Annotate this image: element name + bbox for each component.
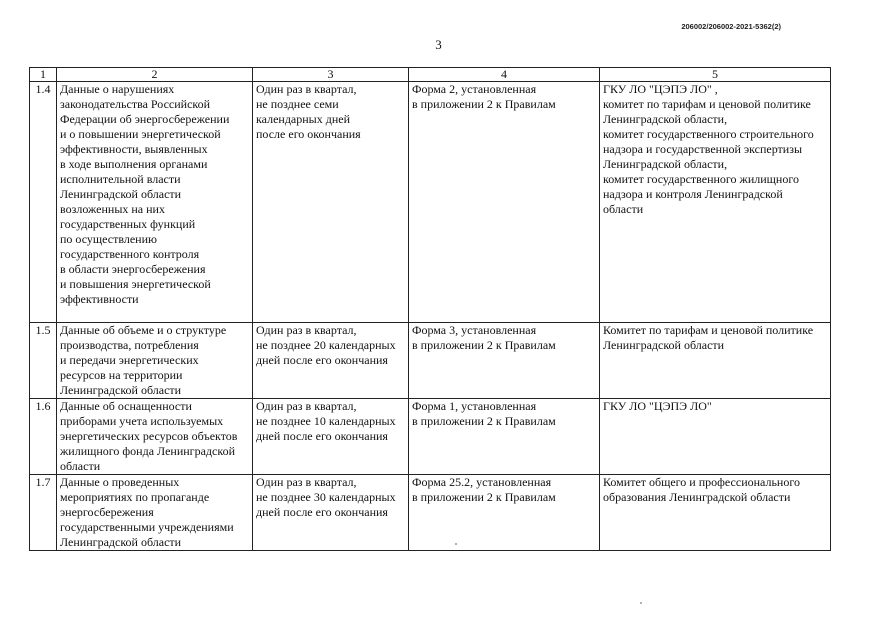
reporting-table xyxy=(29,67,831,551)
document-registration-number: 206002/206002-2021-5362(2) xyxy=(681,22,781,31)
form-cell: Форма 1, установленная в приложении 2 к Правилам xyxy=(409,399,600,475)
form-cell: Форма 3, установленная в приложении 2 к Правилам xyxy=(409,323,600,399)
responsible-organization-cell: ГКУ ЛО "ЦЭПЭ ЛО" xyxy=(600,399,831,475)
scan-speck xyxy=(640,602,642,604)
responsible-organization-cell: ГКУ ЛО "ЦЭПЭ ЛО" , комитет по тарифам и ценовой политике Ленинградской области, комитет государственного строительного надзора и государственной экспертизы Ленинградской области, комитет государственного жилищного надзора и контроля Ленинградской области xyxy=(600,82,831,323)
responsible-organization-cell: Комитет по тарифам и ценовой политике Ленинградской области xyxy=(600,323,831,399)
table-row xyxy=(30,475,831,551)
period-cell: Один раз в квартал, не позднее семи календарных дней после его окончания xyxy=(253,82,409,323)
data-description-cell: Данные о нарушениях законодательства Российской Федерации об энергосбережении и о повышении энергетической эффективности, выявленных в ходе выполнения органами исполнительной власти Ленинградской области возложенных на них государственных функций по осуществлению государственного контроля в области энергосбережения и повышения энергетической эффективности xyxy=(57,82,253,323)
page-number: 3 xyxy=(435,37,442,52)
data-description-cell: Данные об объеме и о структуре производства, потребления и передачи энергетических ресурсов на территории Ленинградской области xyxy=(57,323,253,399)
table-row xyxy=(30,323,831,399)
column-header-4: 4 xyxy=(409,68,600,82)
responsible-organization-cell: Комитет общего и профессионального образования Ленинградской области xyxy=(600,475,831,551)
form-cell: Форма 25.2, установленная в приложении 2 к Правилам xyxy=(409,475,600,551)
data-description-cell: Данные о проведенных мероприятиях по пропаганде энергосбережения государственными учреждениями Ленинградской области xyxy=(57,475,253,551)
table-header-row xyxy=(30,68,831,82)
column-header-2: 2 xyxy=(57,68,253,82)
data-description-cell: Данные об оснащенности приборами учета используемых энергетических ресурсов объектов жилищного фонда Ленинградской области xyxy=(57,399,253,475)
row-number: 1.7 xyxy=(30,475,57,551)
column-header-1: 1 xyxy=(30,68,57,82)
form-cell: Форма 2, установленная в приложении 2 к Правилам xyxy=(409,82,600,323)
scan-speck xyxy=(455,543,457,545)
column-header-3: 3 xyxy=(253,68,409,82)
table-row xyxy=(30,82,831,323)
column-header-5: 5 xyxy=(600,68,831,82)
row-number: 1.4 xyxy=(30,82,57,323)
period-cell: Один раз в квартал, не позднее 10 календарных дней после его окончания xyxy=(253,399,409,475)
row-number: 1.6 xyxy=(30,399,57,475)
period-cell: Один раз в квартал, не позднее 30 календарных дней после его окончания xyxy=(253,475,409,551)
row-number: 1.5 xyxy=(30,323,57,399)
period-cell: Один раз в квартал, не позднее 20 календарных дней после его окончания xyxy=(253,323,409,399)
table-row xyxy=(30,399,831,475)
